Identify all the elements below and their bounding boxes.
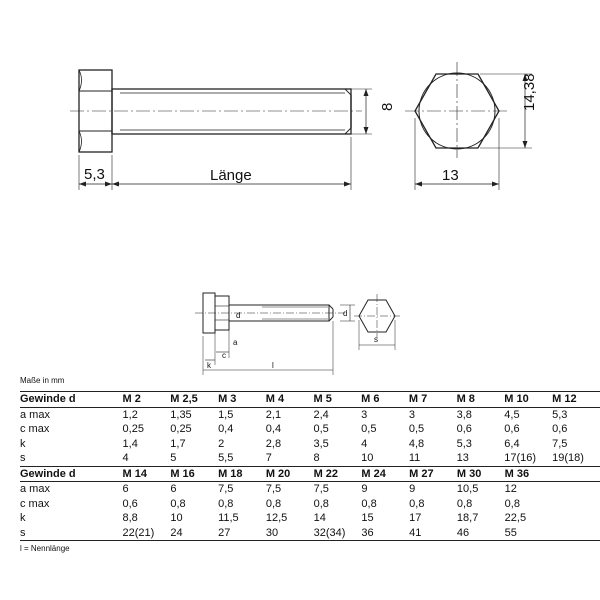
- table-cell: 24: [170, 526, 218, 541]
- table-cell: 6,4: [504, 437, 520, 450]
- empty-cell: [552, 511, 600, 526]
- table-cell: 3,8: [456, 408, 472, 421]
- table-cell: 6: [122, 483, 129, 495]
- table-cell: 3,5: [313, 437, 329, 450]
- header-label: Gewinde d: [20, 392, 123, 408]
- length-label: Länge: [210, 167, 252, 184]
- table-cell: 0,8: [313, 497, 329, 510]
- row-label: k: [20, 512, 26, 524]
- table-cell: 7,5: [313, 483, 329, 495]
- empty-cell: [552, 467, 600, 482]
- table-cell: 4: [361, 437, 368, 450]
- column-header: M 16: [170, 467, 218, 482]
- column-header: M 2: [123, 392, 171, 408]
- table-cell: 11,5: [218, 512, 239, 524]
- footnote: l = Nennlänge: [20, 544, 70, 553]
- table-cell: 11: [409, 451, 457, 466]
- table-row: [20, 482, 600, 497]
- table-cell: 5,3: [552, 408, 568, 421]
- table-cell: 15: [361, 512, 374, 524]
- row-label: a max: [20, 483, 50, 495]
- table-row: [20, 511, 600, 526]
- table-cell: 0,4: [265, 423, 282, 435]
- table-cell: 46: [457, 526, 505, 541]
- table-cell: 0,8: [504, 497, 520, 510]
- table-cell: 55: [505, 526, 553, 541]
- schematic-label-d-inner: d: [236, 311, 241, 320]
- table-cell: 0,8: [218, 497, 234, 510]
- table-cell: 0,5: [361, 423, 377, 435]
- column-header: M 22: [314, 467, 362, 482]
- schematic-label-a: a: [233, 338, 238, 347]
- table-cell: 0,8: [409, 497, 425, 510]
- table-cell: 4: [123, 451, 171, 466]
- table-header-row: [20, 467, 600, 482]
- schematic-label-c: c: [222, 351, 226, 360]
- units-caption: Maße in mm: [20, 376, 65, 385]
- table-cell: 5,5: [218, 451, 266, 466]
- column-header: M 18: [218, 467, 266, 482]
- column-header: M 10: [504, 392, 552, 408]
- header-label: Gewinde d: [20, 467, 123, 482]
- table-cell: 1,35: [170, 408, 192, 421]
- table-row: [20, 526, 600, 541]
- table-row: [20, 497, 600, 512]
- column-header: M 12: [552, 392, 600, 408]
- table-cell: 2,1: [265, 408, 282, 421]
- table-cell: 0,8: [361, 497, 377, 510]
- table-cell: 0,5: [408, 423, 425, 435]
- table-cell: 1,2: [122, 408, 138, 421]
- table-cell: 1,7: [170, 437, 186, 450]
- row-label: c max: [20, 423, 50, 435]
- table-cell: 5: [170, 451, 218, 466]
- table-cell: 41: [409, 526, 457, 541]
- table-cell: 27: [218, 526, 266, 541]
- table-cell: 30: [266, 526, 314, 541]
- table-cell: 5,3: [456, 437, 472, 450]
- column-header: M 20: [266, 467, 314, 482]
- table-cell: 22,5: [504, 512, 527, 524]
- table-row: [20, 437, 600, 452]
- table-cell: 10,5: [456, 483, 479, 495]
- table-cell: 36: [361, 526, 409, 541]
- table-cell: 0,6: [504, 423, 520, 435]
- table-cell: 1,5: [218, 408, 234, 421]
- thread-diameter-label: 8: [379, 102, 396, 111]
- column-header: M 30: [457, 467, 505, 482]
- table-cell: 17(16): [504, 451, 552, 466]
- table-cell: 2,4: [313, 408, 329, 421]
- dimensions-table: [20, 391, 600, 541]
- schematic-label-s: s: [374, 335, 378, 344]
- column-header: M 6: [361, 392, 409, 408]
- table-row: [20, 451, 600, 466]
- table-cell: 9: [409, 483, 416, 495]
- table-cell: 12,5: [265, 512, 288, 524]
- dimensions-table-block-2: [20, 467, 600, 542]
- table-row: [20, 422, 600, 437]
- dimensions-table-block-1: [20, 391, 600, 467]
- column-header: M 14: [123, 467, 171, 482]
- table-cell: 0,8: [265, 497, 282, 510]
- column-header: M 3: [218, 392, 266, 408]
- table-cell: 8,8: [122, 512, 138, 524]
- table-cell: 9: [361, 483, 368, 495]
- table-cell: 2: [218, 437, 225, 450]
- empty-cell: [552, 482, 600, 497]
- table-cell: 0,5: [313, 423, 329, 435]
- bolt-shank: [112, 89, 351, 134]
- column-header: M 27: [409, 467, 457, 482]
- table-cell: 4,8: [408, 437, 425, 450]
- column-header: M 2,5: [170, 392, 218, 408]
- table-cell: 17: [409, 512, 422, 524]
- table-cell: 2,8: [265, 437, 282, 450]
- table-cell: 0,25: [122, 423, 144, 435]
- row-label: s: [20, 526, 123, 541]
- table-cell: 0,6: [122, 497, 138, 510]
- row-label: c max: [20, 497, 50, 510]
- table-cell: 0,8: [456, 497, 473, 510]
- table-cell: 0,6: [456, 423, 472, 435]
- row-label: a max: [20, 408, 50, 421]
- table-row: [20, 407, 600, 422]
- column-header: M 36: [505, 467, 553, 482]
- head-height-label: 5,3: [84, 166, 105, 183]
- table-cell: 0,6: [552, 423, 568, 435]
- schematic-label-d: d: [343, 309, 348, 318]
- empty-cell: [552, 497, 600, 512]
- table-cell: 19(18): [552, 451, 600, 466]
- column-header: M 8: [457, 392, 505, 408]
- table-cell: 32(34): [314, 526, 362, 541]
- table-cell: 7,5: [218, 483, 234, 495]
- table-cell: 18,7: [456, 512, 479, 524]
- table-cell: 0,4: [218, 423, 234, 435]
- across-corners-label: 14,38: [521, 73, 538, 111]
- table-cell: 1,4: [122, 437, 138, 450]
- table-cell: 14: [313, 512, 326, 524]
- table-cell: 0,8: [170, 497, 186, 510]
- table-cell: 10: [361, 451, 409, 466]
- table-cell: 4,5: [504, 408, 520, 421]
- table-cell: 8: [313, 451, 361, 466]
- table-cell: 10: [170, 512, 183, 524]
- table-cell: 12: [504, 483, 517, 495]
- table-cell: 7,5: [552, 437, 568, 450]
- table-cell: 22(21): [123, 526, 171, 541]
- table-cell: 13: [457, 451, 505, 466]
- table-cell: 6: [170, 483, 177, 495]
- table-cell: 7,5: [265, 483, 282, 495]
- table-header-row: [20, 392, 600, 408]
- column-header: M 24: [361, 467, 409, 482]
- column-header: M 4: [266, 392, 314, 408]
- column-header: M 5: [313, 392, 361, 408]
- schematic-label-l: l: [272, 361, 274, 370]
- table-cell: 3: [361, 408, 368, 421]
- across-flats-label: 13: [442, 167, 459, 184]
- column-header: M 7: [409, 392, 457, 408]
- row-label: k: [20, 437, 26, 450]
- table-cell: 0,25: [170, 423, 192, 435]
- schematic-label-k: k: [207, 361, 211, 370]
- row-label: s: [20, 451, 123, 466]
- table-cell: 3: [408, 408, 415, 421]
- empty-cell: [552, 526, 600, 541]
- table-cell: 7: [266, 451, 314, 466]
